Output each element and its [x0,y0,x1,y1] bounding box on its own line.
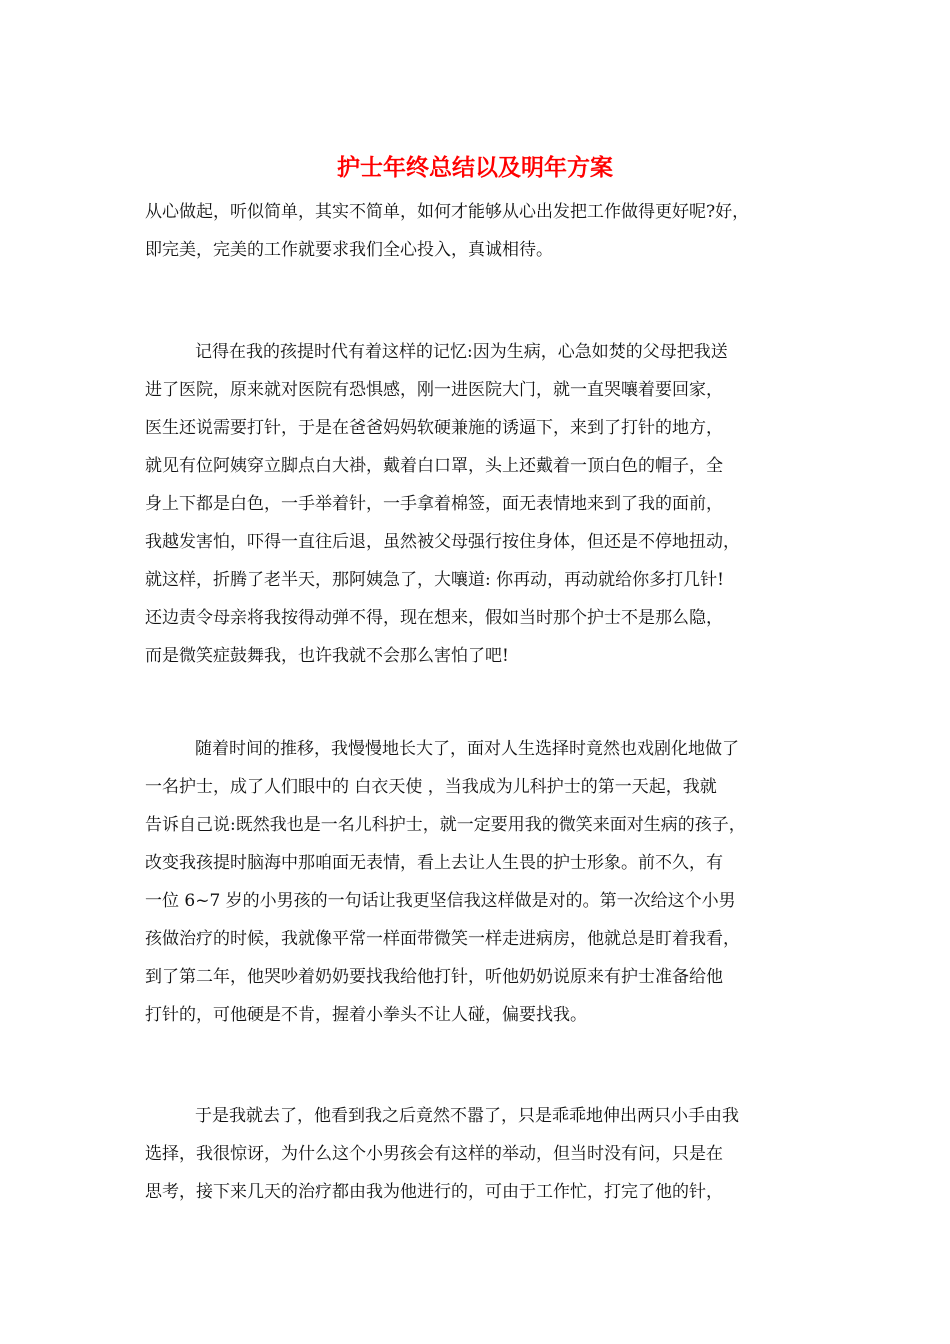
text-line: 从心做起，听似简单，其实不简单，如何才能够从心出发把工作做得更好呢?好， [145,202,750,222]
text-line: 改变我孩提时脑海中那咱面无表情，看上去让人生畏的护士形象。前不久，有 [145,853,723,873]
paragraph-childhood-memory [145,333,825,675]
text-line: 医生还说需要打针，于是在爸爸妈妈软硬兼施的诱逼下，来到了打针的地方， [145,418,723,438]
text-line: 就见有位阿姨穿立脚点白大褂，戴着白口罩，头上还戴着一顶白色的帽子，全 [145,456,723,476]
text-line: 记得在我的孩提时代有着这样的记忆:因为生病，心急如焚的父母把我送 [195,342,728,362]
text-line: 而是微笑症鼓舞我，也许我就不会那么害怕了吧! [145,646,509,666]
text-line: 身上下都是白色，一手举着针，一手拿着棉签，面无表情地来到了我的面前， [145,494,723,514]
text-line: 孩做治疗的时候，我就像平常一样面带微笑一样走进病房，他就总是盯着我看， [145,929,740,949]
text-line: 一位 6~7 岁的小男孩的一句话让我更坚信我这样做是对的。第一次给这个小男 [145,891,736,911]
paragraph-little-boy [145,1097,825,1211]
text-line: 我越发害怕，吓得一直往后退，虽然被父母强行按住身体，但还是不停地扭动， [145,532,740,552]
text-line: 一名护士，成了人们眼中的 白衣天使 ，当我成为儿科护士的第一天起，我就 [145,777,717,797]
text-line: 告诉自己说:既然我也是一名儿科护士，就一定要用我的微笑来面对生病的孩子， [145,815,746,835]
intro-paragraph [145,193,825,269]
text-line: 就这样，折腾了老半天，那阿姨急了，大嚷道: 你再动，再动就给你多打几针! [145,570,724,590]
text-line: 随着时间的推移，我慢慢地长大了，面对人生选择时竟然也戏剧化地做了 [195,739,739,759]
text-line: 到了第二年，他哭吵着奶奶要找我给他打针，听他奶奶说原来有护士准备给他 [145,967,723,987]
paragraph-becoming-nurse [145,730,825,1034]
text-line: 进了医院，原来就对医院有恐惧感，刚一进医院大门，就一直哭嚷着要回家， [145,380,723,400]
text-line: 选择，我很惊讶，为什么这个小男孩会有这样的举动，但当时没有问，只是在 [145,1144,723,1164]
text-line: 打针的，可他硬是不肯，握着小拳头不让人碰，偏要找我。 [145,1005,587,1025]
text-line: 思考，接下来几天的治疗都由我为他进行的，可由于工作忙，打完了他的针， [145,1182,723,1202]
text-line: 即完美，完美的工作就要求我们全心投入，真诚相待。 [145,240,553,260]
document-title: 护士年终总结以及明年方案 [337,155,613,181]
text-line: 于是我就去了，他看到我之后竟然不嚣了，只是乖乖地伸出两只小手由我 [195,1106,739,1126]
text-line: 还边责令母亲将我按得动弹不得，现在想来，假如当时那个护士不是那么隐， [145,608,723,628]
